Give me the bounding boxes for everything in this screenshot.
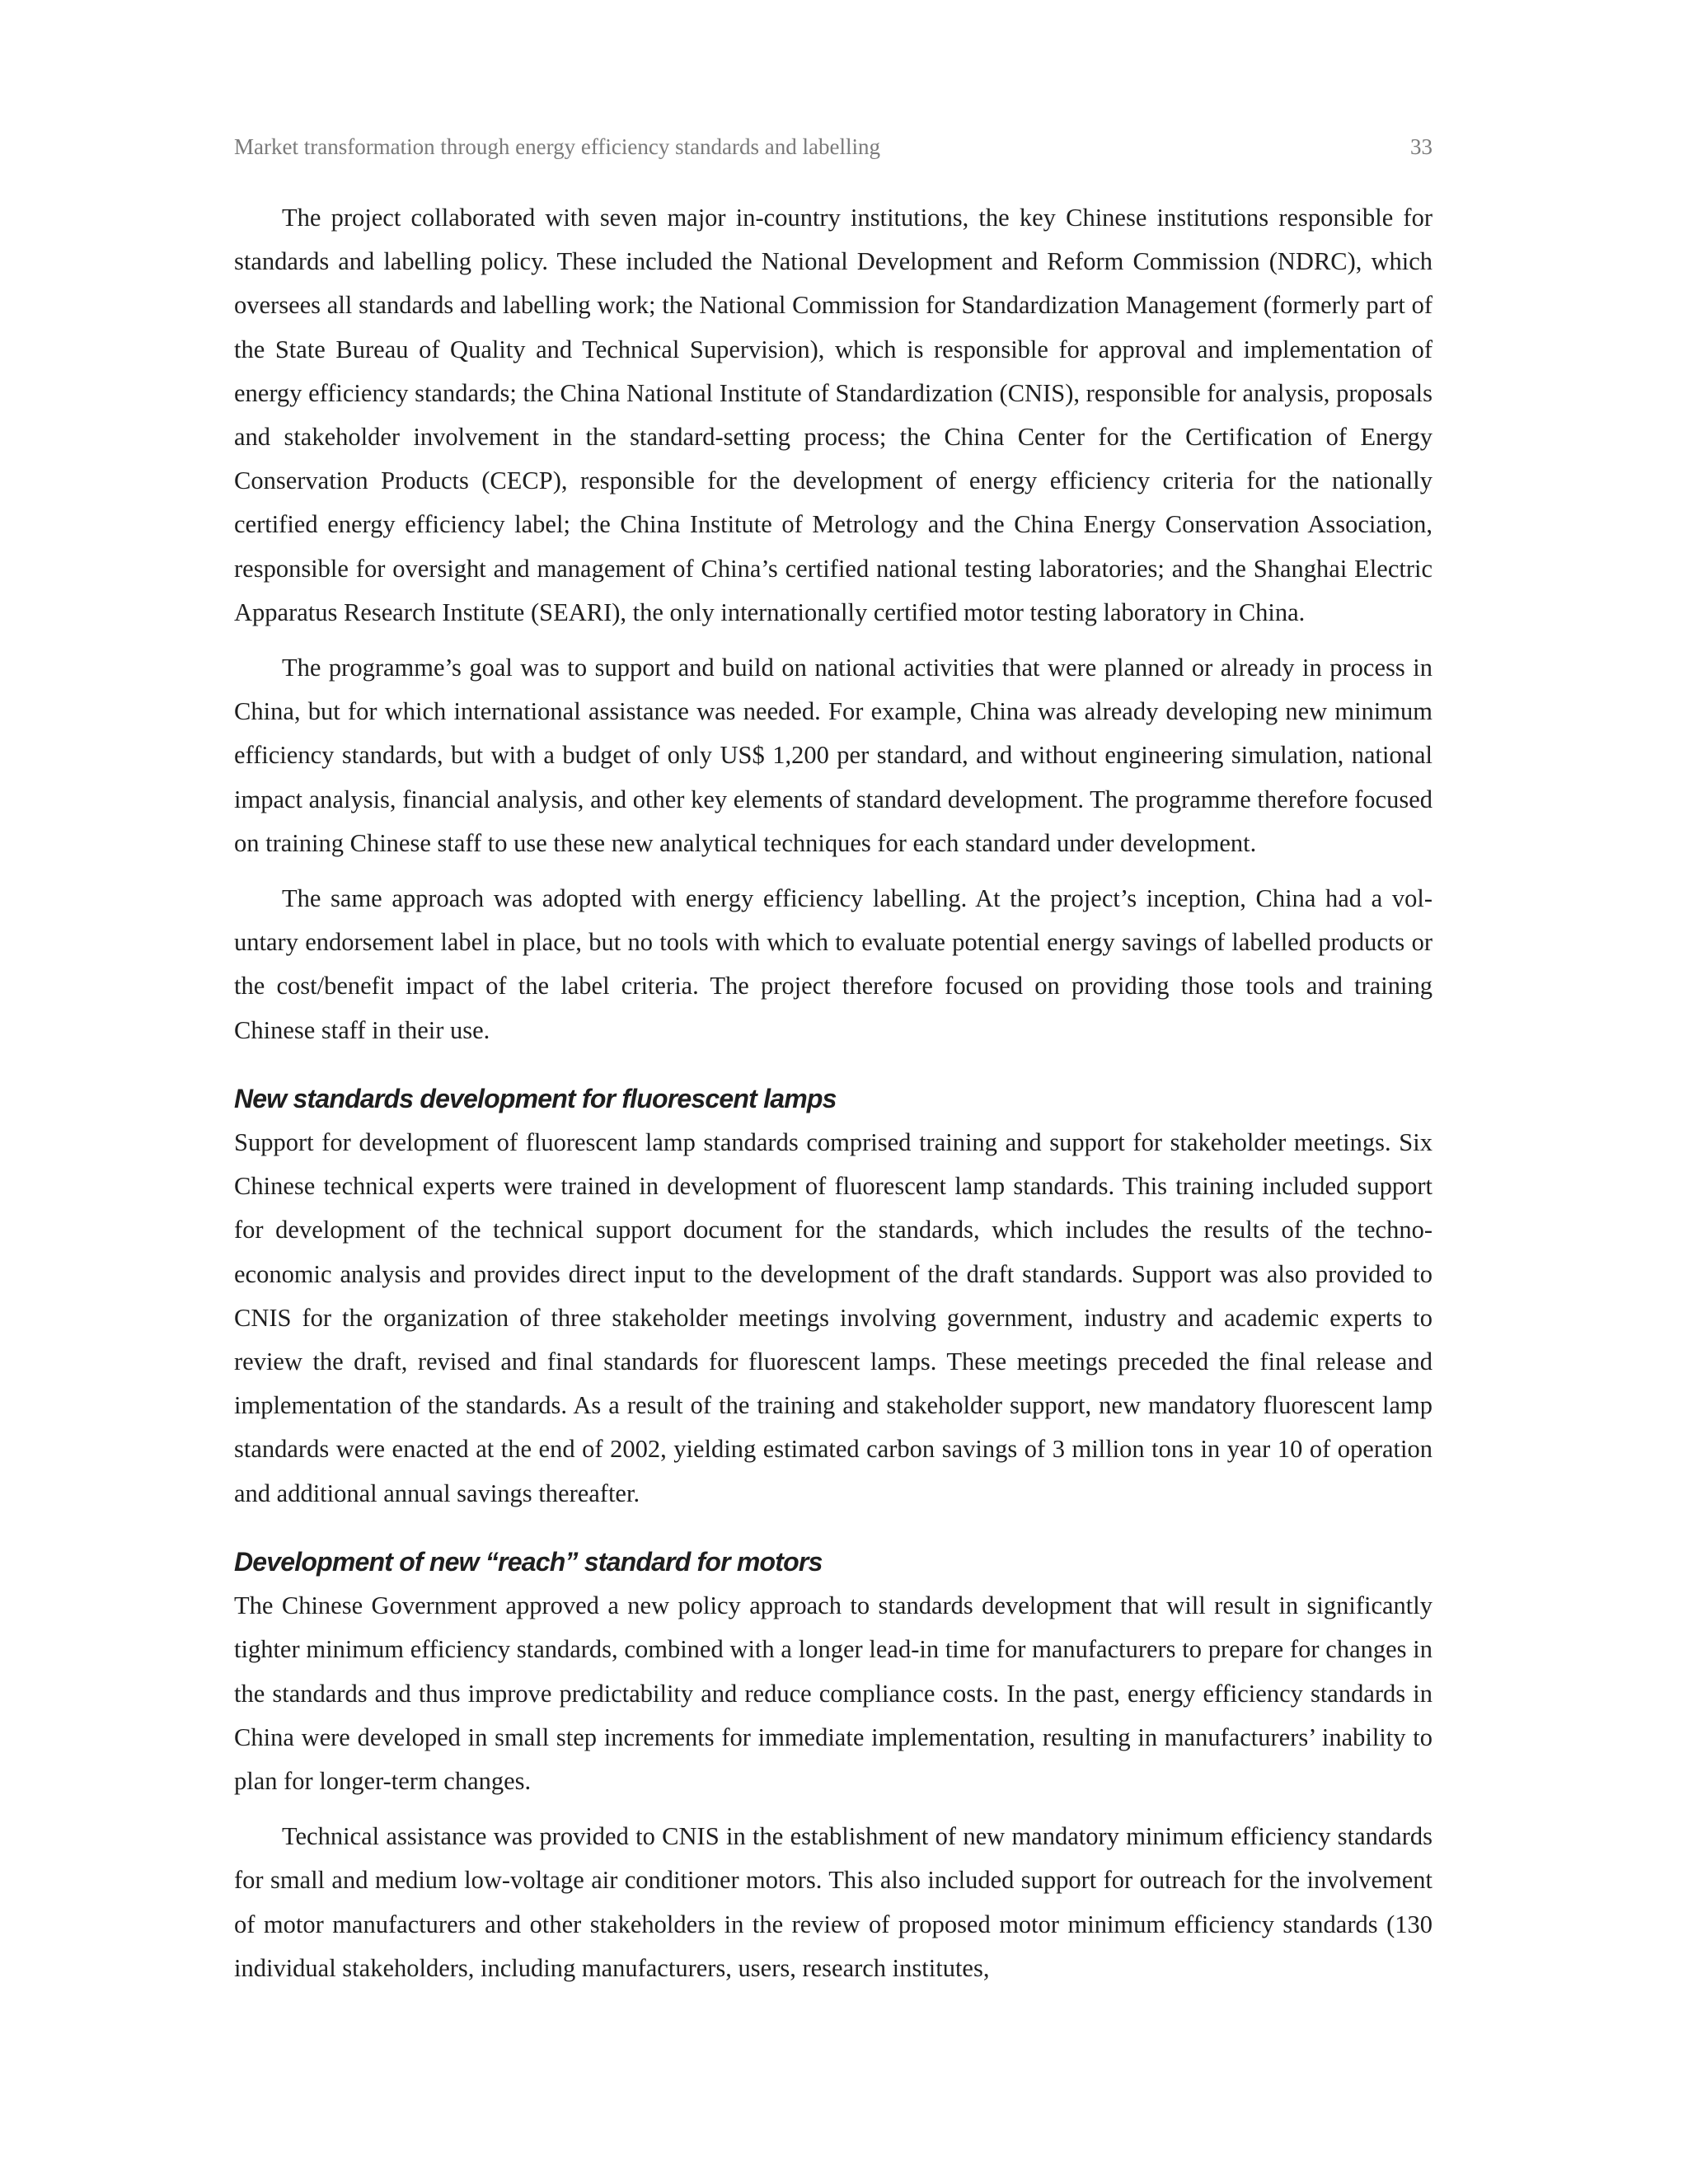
- running-title: Market transformation through energy efficiency standards and labelling: [234, 134, 881, 159]
- paragraph-policy-approach: The Chinese Government approved a new policy approach to standards development that will result in significantly tighter minimum efficiency standards, combined with a longer lead-in time for manufacturers to prepare for changes in the standards and thus improve predictability and reduce compliance costs. In the past, energy efficiency standards in China were developed in small step increments for immediate implementation, resulting in manufacturers’ inability to plan for longer-term changes.: [234, 1591, 1432, 1795]
- paragraph-technical-assistance: Technical assistance was provided to CNIS in the establishment of new mandatory minimum efficiency standards for small and medium low-voltage air conditioner motors. This also included support for outreach for the involvement of motor manufacturers and other stakeholders in the review of proposed motor minimum efficiency standards (130 individual stakeholders, including manufacturers, users, research institutes,: [234, 1822, 1432, 1982]
- paragraph-fluorescent-lamps: Support for development of fluorescent lamp standards comprised training and support for stakeholder meetings. Six Chinese technical experts were trained in development of fluorescent lamp standards. This training included support for development of the technical support document for the standards, which includes the results of the techno-economic analysis and provides direct input to the development of the draft standards. Support was also provided to CNIS for the organization of three stakeholder meetings involving government, industry and academic experts to review the draft, revised and final standards for fluorescent lamps. These meetings preceded the final release and implementation of the standards. As a result of the training and stakeholder support, new mandatory fluorescent lamp standards were enacted at the end of 2002, yielding estimated carbon savings of 3 million tons in year 10 of operation and additional annual savings thereafter.: [234, 1128, 1432, 1507]
- paragraph-programme-goal: The programme’s goal was to support and build on national activities that were planned or already in process in China, but for which international assistance was needed. For example, China was already developing new minimum efficiency standards, but with a budget of only US$ 1,200 per standard, and without engineering simulation, national impact analysis, financial analysis, and other key elements of standard development. The programme therefore focused on training Chinese staff to use these new analytical techniques for each standard under development.: [234, 654, 1432, 857]
- paragraph-labelling-approach: The same approach was adopted with energy efficiency labelling. At the project’s inception, China had a voluntary endorsement label in place, but no tools with which to evaluate potential energy savings of labelled products or the cost/benefit impact of the label criteria. The project therefore focused on providing those tools and training Chinese staff in their use.: [234, 884, 1432, 1044]
- paragraph-institutions: The project collaborated with seven major in-country institutions, the key Chinese institutions responsible for standards and labelling policy. These included the National Development and Reform Commission (NDRC), which oversees all standards and labelling work; the National Commission for Standardization Management (formerly part of the State Bureau of Quality and Technical Supervision), which is responsible for approval and implementation of energy efficiency standards; the China National Institute of Standardization (CNIS), responsible for analysis, proposals and stakeholder involvement in the standard-setting process; the China Center for the Certification of Energy Conservation Products (CECP), responsible for the development of energy efficiency criteria for the nationally certified energy efficiency label; the China Institute of Metrology and the China Energy Conservation Association, responsible for oversight and management of China’s certified national testing laboratories; and the Shanghai Electric Apparatus Research Institute (SEARI), the only internationally certified motor testing laboratory in China.: [234, 204, 1432, 626]
- section-heading-motors: Development of new “reach” standard for motors: [234, 1546, 823, 1577]
- body-text: [234, 196, 1432, 2002]
- section-heading-fluorescent-lamps: New standards development for fluorescent lamps: [234, 1083, 837, 1113]
- page-number: 33: [1410, 134, 1432, 159]
- running-header: [234, 134, 1432, 167]
